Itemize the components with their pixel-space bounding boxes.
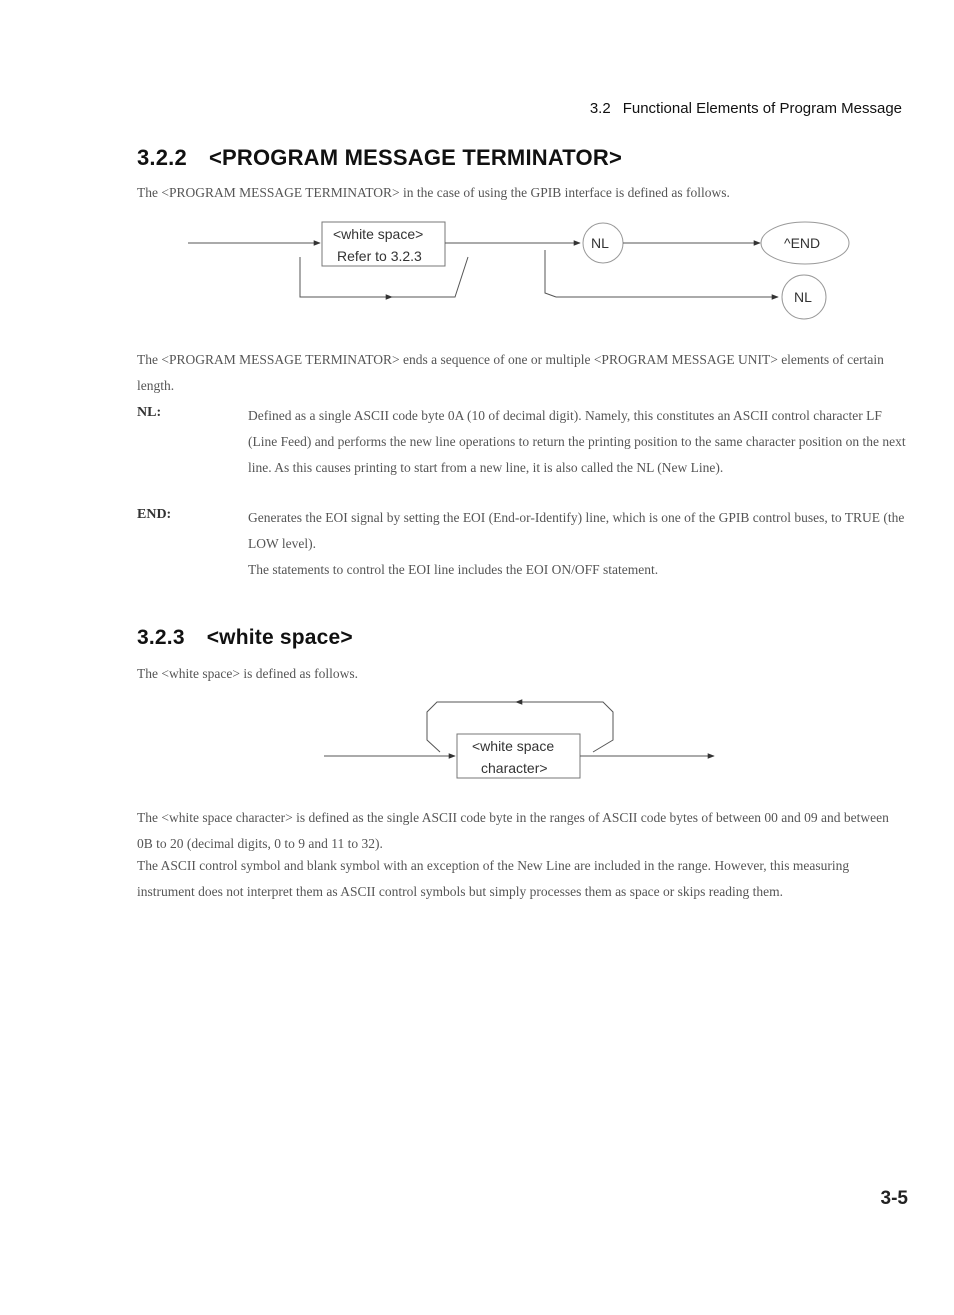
white-space-syntax-diagram	[0, 690, 954, 790]
terminator-syntax-diagram	[0, 205, 954, 325]
section-323-intro: The <white space> is defined as follows.	[137, 666, 359, 681]
nl-label-2: NL	[794, 289, 812, 305]
definition-text-end-line-1: Generates the EOI signal by setting the EOI (End-or-Identify) line, which is one of the GPIB control buses, to TRUE (the LOW level).	[248, 510, 905, 551]
white-space-box-line-2: Refer to 3.2.3	[337, 248, 422, 264]
end-label: ^END	[784, 235, 821, 251]
header-section-number: 3.2	[589, 100, 611, 117]
definition-term-nl: NL:	[137, 405, 162, 420]
white-space-char-box-line-2: character>	[481, 760, 548, 776]
section-title: <PROGRAM MESSAGE TERMINATOR>	[208, 145, 622, 170]
definition-text-end	[248, 505, 908, 583]
section-322-paragraph: The <PROGRAM MESSAGE TERMINATOR> ends a sequence of one or multiple <PROGRAM MESSAGE UNIT> elements of certain length.	[137, 352, 884, 393]
section-323-paragraph-1: The <white space character> is defined as the single ASCII code byte in the ranges of ASCII code bytes of between 00 and 09 and between 0B to 20 (decimal digits, 0 to 9 and 11 to 32).	[137, 810, 889, 851]
definition-text-nl: Defined as a single ASCII code byte 0A (10 of decimal digit). Namely, this constitutes an ASCII control character LF (Line Feed) and performs the new line operations to return the printing position to the same character position on the next line. As this causes printing to start from a new line, it is also called the NL (New Line).	[248, 408, 906, 475]
definition-text-end-line-2: The statements to control the EOI line includes the EOI ON/OFF statement.	[248, 562, 659, 577]
white-space-box-line-1: <white space>	[333, 226, 424, 242]
section-heading-322	[137, 145, 622, 171]
header-section-title: Functional Elements of Program Message	[622, 100, 902, 117]
section-heading-323	[137, 626, 353, 650]
section-number: 3.2.3	[137, 626, 185, 649]
running-header	[590, 100, 902, 117]
page-number: 3-5	[880, 1188, 908, 1209]
definition-term-end: END:	[137, 507, 172, 522]
nl-label-1: NL	[591, 235, 609, 251]
white-space-char-box-line-1: <white space	[472, 738, 555, 754]
section-number: 3.2.2	[137, 145, 187, 170]
section-322-intro: The <PROGRAM MESSAGE TERMINATOR> in the case of using the GPIB interface is defined as follows.	[137, 185, 730, 200]
section-title: <white space>	[206, 626, 353, 649]
section-323-paragraph-2: The ASCII control symbol and blank symbol with an exception of the New Line are included in the range. However, this measuring instrument does not interpret them as ASCII control symbols but simply processes them as space or skips reading them.	[137, 858, 850, 899]
